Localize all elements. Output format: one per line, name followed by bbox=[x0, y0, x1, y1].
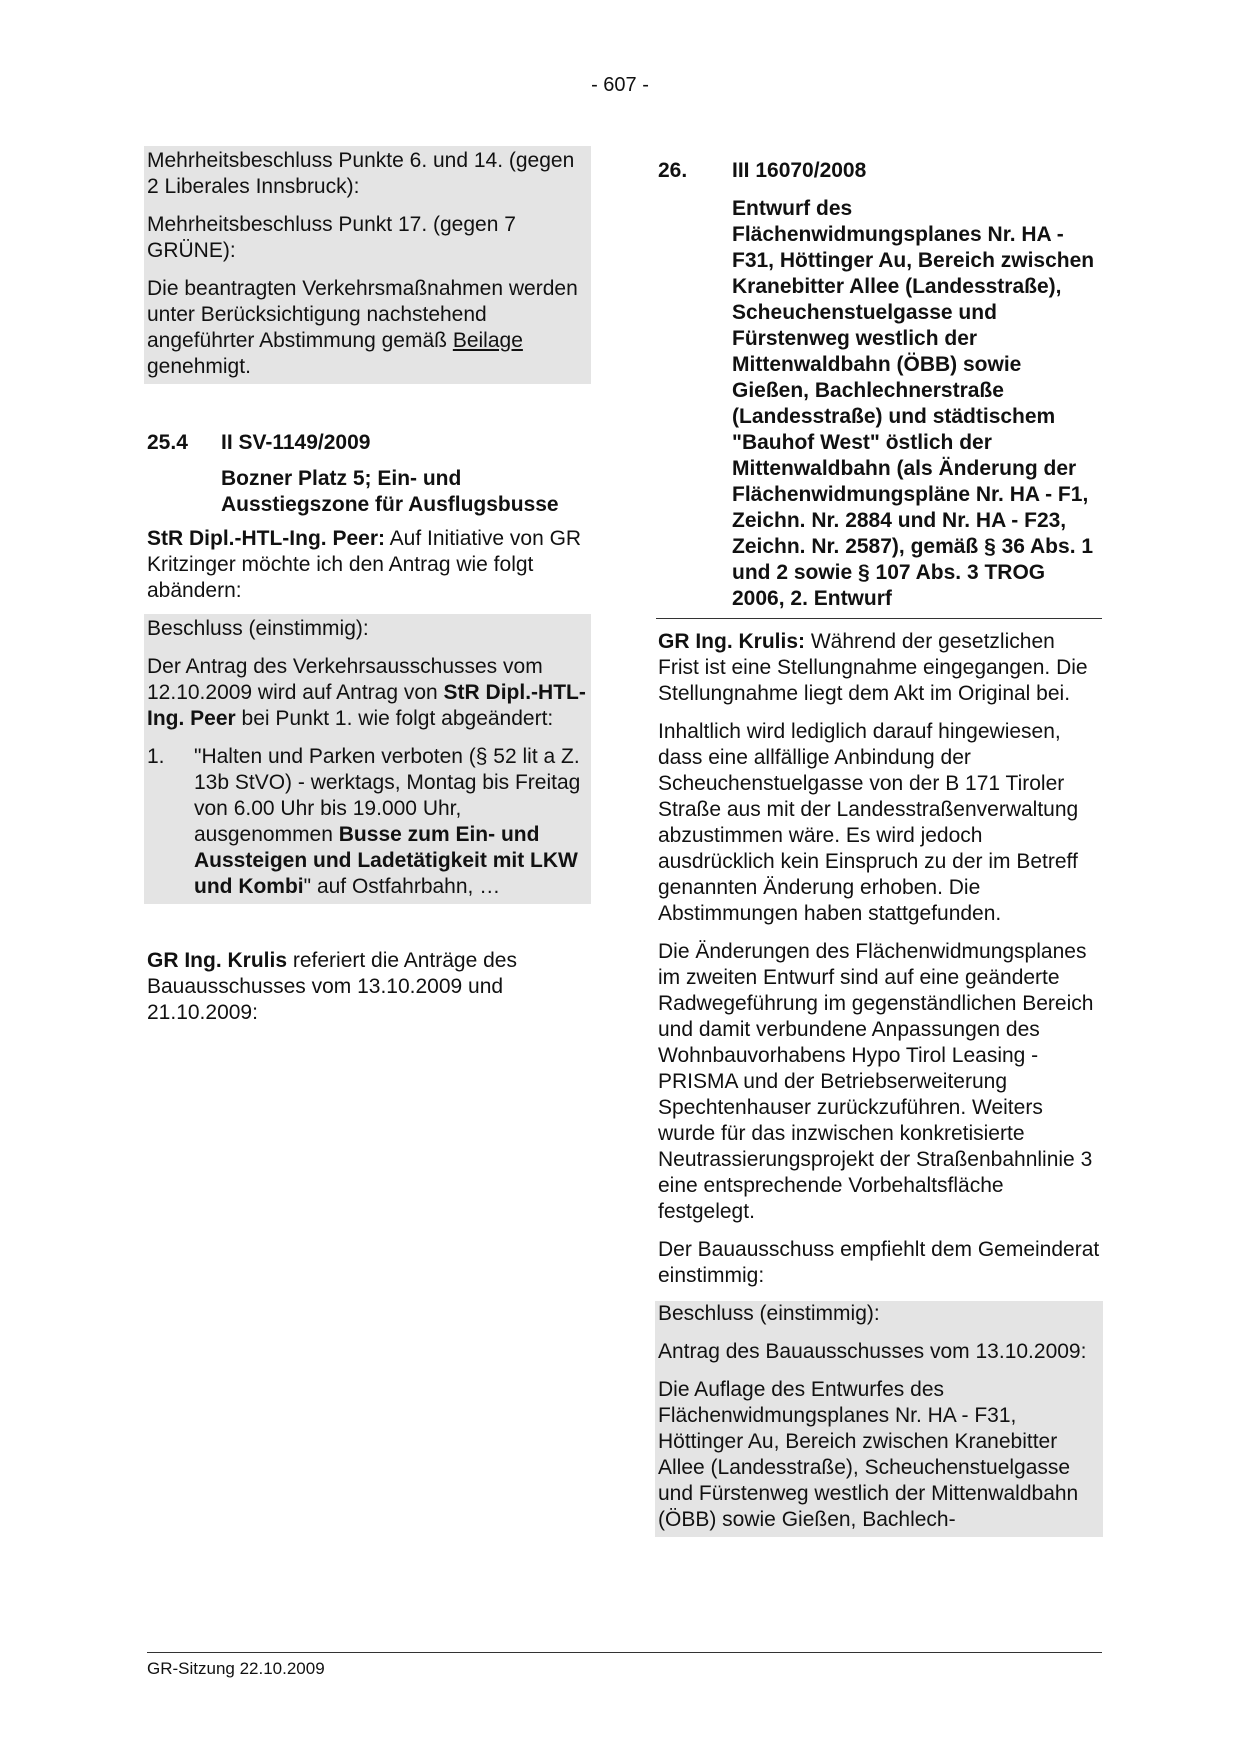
resolution-motion: Antrag des Bauausschusses vom 13.10.2009: bbox=[658, 1340, 1087, 1363]
item-title: Bozner Platz 5; Ein- und Ausstiegszone für Ausflugsbusse bbox=[221, 467, 559, 516]
page-number: - 607 - bbox=[591, 74, 649, 96]
resolution-label: Beschluss (einstimmig): bbox=[147, 617, 369, 640]
speaker-name: GR Ing. Krulis bbox=[147, 949, 288, 972]
item-reference: III 16070/2008 bbox=[732, 159, 867, 182]
item-title: Entwurf des Flächenwidmungsplanes Nr. HA - F31, Höttinger Au, Bereich zwischen Kranebitter Allee (Landesstraße), Scheuchenstuelgasse und Fürstenweg westlich der Mittenwaldbahn (ÖBB) sowie Gießen, Bachlechnerstraße (Landesstraße) und städtischem "Bauhof West" östlich der Mittenwaldbahn (als Änderung der Flächenwidmungspläne Nr. HA - F1, Zeichn. Nr. 2884 und Nr. HA - F23, Zeichn. Nr. 2587), gemäß § 36 Abs. 1 und 2 sowie § 107 Abs. 3 TROG 2006, 2. Entwurf bbox=[732, 197, 1095, 610]
list-text: "Halten und Parken verboten (§ 52 lit a Z. 13b StVO) - werktags, Montag bis Freitag von 6.00 Uhr bis 19.000 Uhr, ausgenommen Busse zum Ein- und Aussteigen und Ladetätigkeit mit LKW und Kombi" auf Ostfahrbahn, … bbox=[194, 745, 581, 898]
resolution-text: Die Auflage des Entwurfes des Flächenwidmungsplanes Nr. HA - F31, Höttinger Au, Bereich zwischen Kranebitter Allee (Landesstraße), Scheuchenstuelgasse und Fürstenweg westlich der Mittenwaldbahn (ÖBB) sowie Gießen, Bachlech- bbox=[658, 1378, 1079, 1531]
resolution-label: Beschluss (einstimmig): bbox=[658, 1302, 880, 1325]
resolution-box-zoning bbox=[655, 1301, 1103, 1537]
traffic-measures-approval: Die beantragten Verkehrsmaßnahmen werden unter Berücksichtigung nachstehend angeführter Abstimmung gemäß Beilage genehmigt. bbox=[147, 277, 578, 378]
majority-vote-17: Mehrheitsbeschluss Punkt 17. (gegen 7 GRÜNE): bbox=[147, 213, 516, 262]
speech-krulis: GR Ing. Krulis: Während der gesetzlichen Frist ist eine Stellungnahme eingegangen. Die Stellungnahme liegt dem Akt im Original bei. bbox=[658, 630, 1088, 705]
list-number: 1. bbox=[147, 745, 165, 768]
section-divider bbox=[656, 618, 1102, 619]
beilage-link: Beilage bbox=[452, 329, 523, 352]
speaker-name: StR Dipl.-HTL-Ing. Peer: bbox=[147, 527, 385, 550]
item-number: 26. bbox=[658, 159, 688, 182]
paragraph-changes: Die Änderungen des Flächenwidmungsplanes im zweiten Entwurf sind auf eine geänderte Radwegeführung im gegenständlichen Bereich und damit verbundene Anpassungen des Wohnbauvorhabens Hypo Tirol Leasing - PRISMA und der Betriebserweiterung Spechtenhauser zurückzuführen. Weiters wurde für das inzwischen konkretisierte Neutrassierungsprojekt der Straßenbahnlinie 3 eine entsprechende Vorbehaltsfläche festgelegt. bbox=[658, 940, 1094, 1223]
closing-statement: GR Ing. Krulis referiert die Anträge des Bauausschusses vom 13.10.2009 und 21.10.2009: bbox=[147, 949, 517, 1024]
paragraph-recommendation: Der Bauausschuss empfiehlt dem Gemeinderat einstimmig: bbox=[658, 1238, 1100, 1287]
item-reference: II SV-1149/2009 bbox=[221, 431, 371, 454]
item-number: 25.4 bbox=[147, 431, 188, 454]
majority-vote-6-14: Mehrheitsbeschluss Punkte 6. und 14. (gegen 2 Liberales Innsbruck): bbox=[147, 149, 575, 198]
item-25-4-header bbox=[147, 430, 591, 456]
resolution-box-traffic bbox=[144, 146, 591, 384]
paragraph-content-notice: Inhaltlich wird lediglich darauf hingewiesen, dass eine allfällige Anbindung der Scheuchenstuelgasse von der B 171 Tiroler Straße aus mit der Landesstraßenverwaltung abzustimmen wäre. Es wird jedoch ausdrücklich kein Einspruch zu der im Betreff genannten Änderung erhoben. Die Abstimmungen haben stattgefunden. bbox=[658, 720, 1079, 925]
footer-divider bbox=[147, 1652, 1102, 1653]
list-item bbox=[147, 744, 588, 900]
speech-peer: StR Dipl.-HTL-Ing. Peer: Auf Initiative von GR Kritzinger möchte ich den Antrag wie folgt abändern: bbox=[147, 527, 582, 602]
item-26-header bbox=[658, 158, 1100, 184]
resolution-text: Der Antrag des Verkehrsausschusses vom 12.10.2009 wird auf Antrag von StR Dipl.-HTL-Ing. Peer bei Punkt 1. wie folgt abgeändert: bbox=[147, 655, 586, 730]
left-column bbox=[147, 146, 591, 1038]
right-column bbox=[658, 158, 1100, 1537]
speaker-name: GR Ing. Krulis: bbox=[658, 630, 805, 653]
resolution-box-bozner-platz bbox=[144, 614, 591, 904]
footer-session-date: GR-Sitzung 22.10.2009 bbox=[147, 1659, 325, 1678]
